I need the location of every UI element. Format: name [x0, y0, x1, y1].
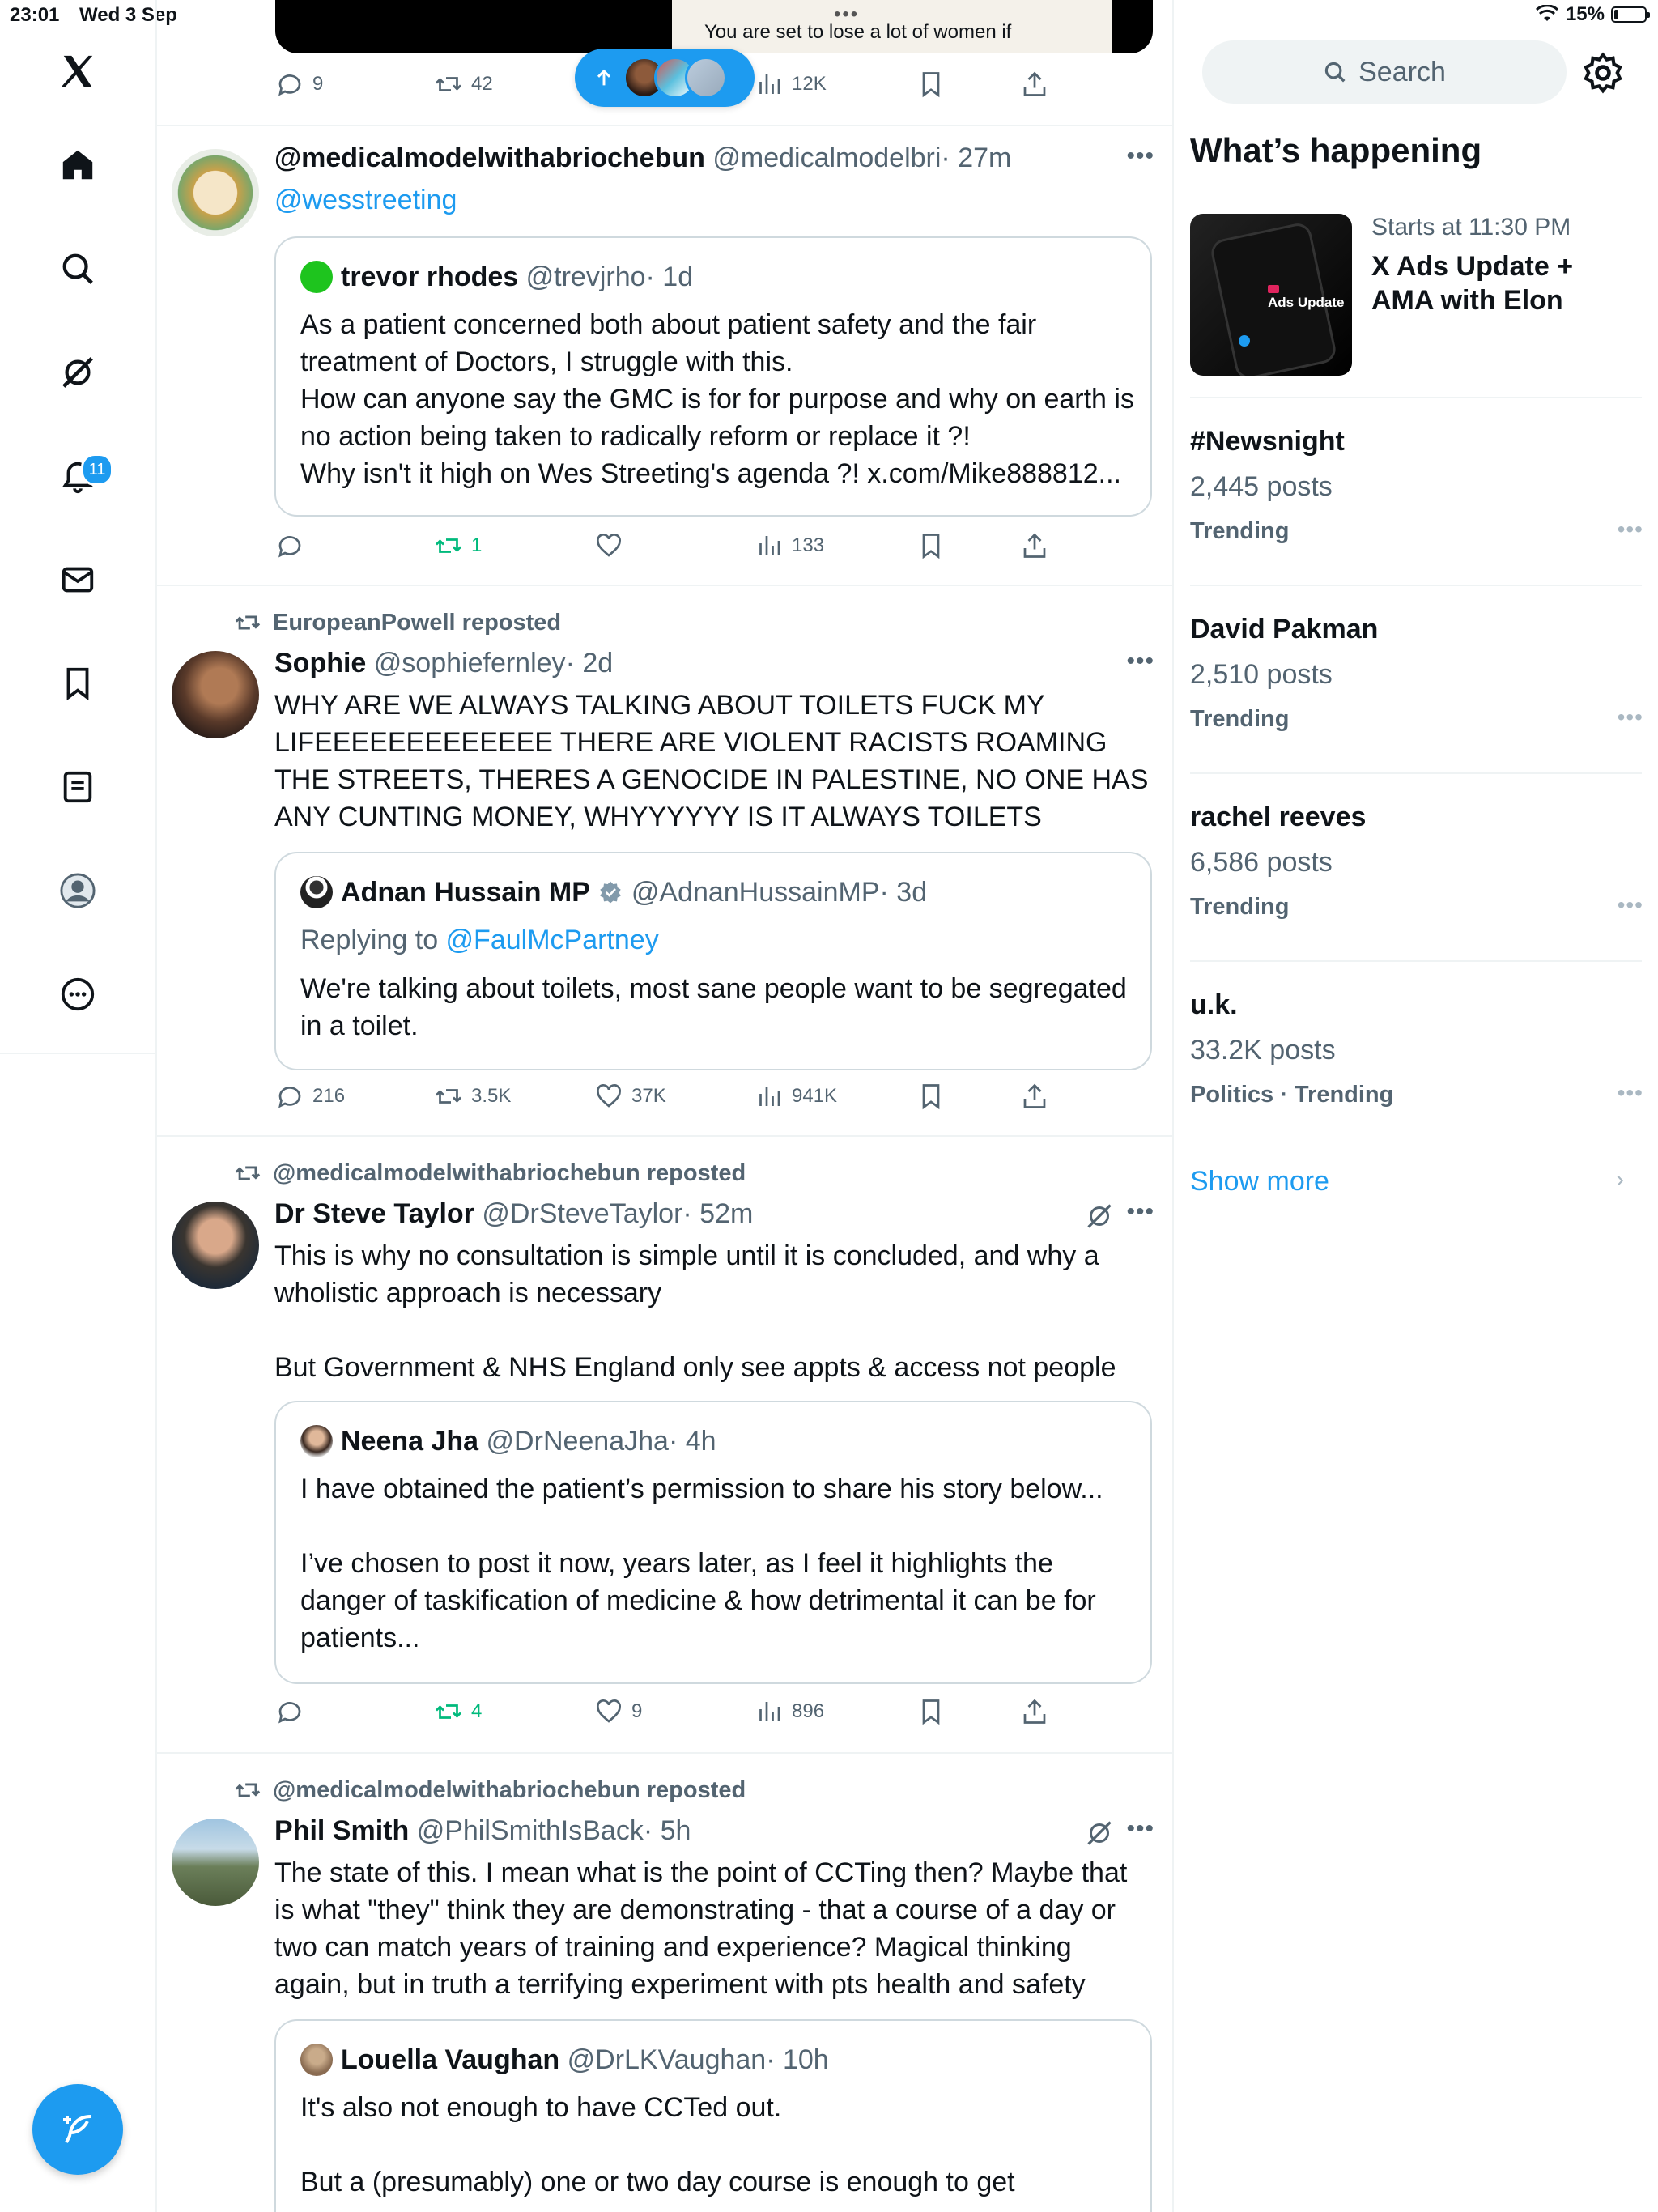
views-count: 133: [792, 534, 825, 556]
views-icon: [755, 531, 784, 560]
repost-button[interactable]: [434, 531, 482, 560]
grok-icon[interactable]: [1085, 1202, 1114, 1231]
heart-icon: [594, 531, 623, 560]
post-text: WHY ARE WE ALWAYS TALKING ABOUT TOILETS FUCK MY LIFEEEEEEEEEEEEE THERE ARE VIOLENT RACISTS ROAMING THE STREETS, THERES A GENOCIDE IN PALESTINE, NO ONE HAS ANY CUNTING MONEY, WHYYYYYY IS IT ALWAYS TOILETS: [274, 690, 1149, 832]
profile-avatar-icon: [59, 872, 96, 909]
chevron-right-icon: ›: [1616, 1166, 1624, 1193]
views-icon: [755, 70, 784, 99]
quoted-post-time: · 3d: [879, 876, 928, 908]
views-button[interactable]: [755, 70, 827, 99]
status-date: Wed 3 Sep: [79, 4, 177, 26]
post-actions: [275, 1697, 1174, 1729]
show-more-link[interactable]: Show more: [1190, 1166, 1329, 1197]
gear-icon[interactable]: [1580, 50, 1626, 96]
reply-icon: [275, 1697, 304, 1726]
post-time[interactable]: · 52m: [682, 1198, 754, 1229]
quoted-post-text: As a patient concerned both about patient safety and the fair treatment of Doctors, I struggle with this. How can anyone say the GMC is for for purpose and why on earth is no action being taken to radically reform or replace it ?! Why isn't it high on Wes Streeting's agenda ?! x.com/Mike888812...: [300, 309, 1134, 489]
search-placeholder: Search: [1358, 56, 1446, 87]
trend-more-button[interactable]: •••: [1617, 704, 1643, 730]
quoted-post-text: It's also not enough to have CCTed out. But a (presumably) one or two day course is enough to get: [300, 2092, 1015, 2197]
nav-explore[interactable]: [52, 243, 104, 295]
heart-icon: [594, 1697, 623, 1726]
quoted-post[interactable]: [274, 236, 1152, 517]
trend-name: David Pakman: [1190, 614, 1379, 644]
more-circle-icon: [59, 976, 96, 1013]
repost-button[interactable]: [434, 1697, 482, 1726]
post[interactable]: [157, 586, 1172, 1135]
timeline: [155, 0, 1174, 2212]
repost-button[interactable]: [434, 70, 493, 99]
trend-more-button[interactable]: •••: [1617, 1080, 1643, 1105]
preview-text: You are set to lose a lot of women if: [704, 21, 1012, 43]
arrow-up-icon: [593, 66, 615, 89]
x-logo[interactable]: [52, 45, 104, 97]
post-text: This is why no consultation is simple until it is concluded, and why a wholistic approach is necessary But Government & NHS England only see appts & access not people: [274, 1240, 1116, 1383]
quoted-author-name: Adnan Hussain MP: [341, 876, 590, 908]
avatar[interactable]: [172, 1202, 259, 1289]
reply-icon: [275, 531, 304, 560]
reply-count: 9: [312, 73, 324, 95]
author-name[interactable]: Sophie: [274, 648, 367, 678]
repost-count: 3.5K: [471, 1085, 512, 1107]
views-count: 941K: [792, 1085, 838, 1107]
repost-count: 1: [471, 534, 483, 556]
quoted-author-name: Louella Vaughan: [341, 2044, 560, 2075]
avatar[interactable]: [172, 149, 259, 236]
repost-label: @medicalmodelwithabriochebun reposted: [234, 1159, 746, 1187]
event-title: X Ads Update + AMA with Elon: [1371, 251, 1574, 316]
post[interactable]: [157, 1754, 1172, 2212]
quoted-author-handle: @DrLKVaughan: [567, 2044, 767, 2075]
x-logo-icon: [59, 53, 96, 90]
repost-count: 42: [471, 73, 493, 95]
repost-icon: [234, 1159, 261, 1187]
search-icon: [59, 250, 96, 287]
like-button[interactable]: [594, 1082, 666, 1111]
post-time[interactable]: · 2d: [565, 648, 614, 678]
home-icon: [59, 147, 96, 184]
bookmark-icon: [916, 70, 946, 99]
more-options-button[interactable]: •••: [1126, 1815, 1154, 1842]
right-sidebar: [1172, 0, 1658, 2212]
bookmark-button[interactable]: [916, 70, 946, 99]
share-button[interactable]: [1020, 1697, 1049, 1726]
quoted-author-name: Neena Jha: [341, 1425, 479, 1457]
bookmark-icon: [59, 665, 96, 702]
share-icon: [1020, 70, 1049, 99]
verified-badge-icon: [597, 879, 623, 905]
repost-icon: [234, 1776, 261, 1804]
share-button[interactable]: [1020, 70, 1049, 99]
trend-item[interactable]: [1190, 614, 1643, 776]
views-icon: [755, 1082, 784, 1111]
nav-home[interactable]: [52, 139, 104, 191]
search-icon: [1323, 60, 1347, 84]
repost-icon: [434, 70, 463, 99]
nav-messages[interactable]: [52, 554, 104, 606]
avatar[interactable]: [172, 1819, 259, 1906]
event-card[interactable]: [1190, 214, 1643, 376]
share-icon: [1020, 1082, 1049, 1111]
author-handle[interactable]: @PhilSmithIsBack: [416, 1815, 644, 1846]
more-options-button[interactable]: •••: [1126, 143, 1154, 169]
grok-icon: [59, 354, 96, 391]
trend-item[interactable]: [1190, 989, 1643, 1151]
mention-link[interactable]: @wesstreeting: [274, 185, 457, 215]
repost-count: 4: [471, 1700, 483, 1722]
views-button[interactable]: [755, 531, 824, 560]
repost-icon: [434, 531, 463, 560]
bookmark-button[interactable]: [916, 1082, 946, 1111]
quoted-author-handle: @DrNeenaJha: [486, 1425, 669, 1457]
search-input[interactable]: [1202, 40, 1567, 104]
reply-count: 216: [312, 1085, 346, 1107]
like-count: 37K: [631, 1085, 666, 1107]
author-handle[interactable]: @DrSteveTaylor: [482, 1198, 683, 1229]
bookmark-button[interactable]: [916, 531, 946, 560]
trend-more-button[interactable]: •••: [1617, 892, 1643, 917]
battery-percent: 15%: [1565, 3, 1605, 25]
nav-lists[interactable]: [52, 761, 104, 813]
trend-posts: 6,586 posts: [1190, 847, 1333, 878]
views-button[interactable]: [755, 1697, 824, 1726]
trend-category: Trending: [1190, 706, 1290, 732]
repost-icon: [434, 1697, 463, 1726]
avatar: [300, 876, 333, 908]
status-time: 23:01: [10, 4, 60, 26]
trend-name: rachel reeves: [1190, 802, 1367, 832]
quoted-post[interactable]: [274, 2019, 1152, 2212]
reply-button[interactable]: [275, 531, 312, 560]
trend-item[interactable]: [1190, 802, 1643, 963]
avatar: [300, 2044, 333, 2076]
quoted-author-name: trevor rhodes: [341, 261, 519, 292]
event-image: [1190, 214, 1352, 376]
bookmark-button[interactable]: [916, 1697, 946, 1726]
bookmark-icon: [916, 1082, 946, 1111]
repost-label: EuropeanPowell reposted: [234, 609, 561, 636]
share-button[interactable]: [1020, 1082, 1049, 1111]
list-icon: [59, 768, 96, 806]
quoted-post[interactable]: [274, 852, 1152, 1070]
repost-icon: [434, 1082, 463, 1111]
share-icon: [1020, 531, 1049, 560]
heart-icon: [594, 1082, 623, 1111]
quoted-post-time: · 4h: [668, 1425, 716, 1457]
nav-bookmarks[interactable]: [52, 657, 104, 709]
trend-category: Politics · Trending: [1190, 1082, 1394, 1108]
repost-button[interactable]: [434, 1082, 511, 1111]
author-name[interactable]: Phil Smith: [274, 1815, 410, 1846]
grok-icon[interactable]: [1085, 1819, 1114, 1848]
avatar: [300, 1425, 333, 1457]
post-text: The state of this. I mean what is the point of CCTing then? Maybe that is what "they" think they are demonstrating - that a course of a day or two can match years of training and experience? Magical thinking again, but in truth a terrifying experiment with pts health and safety: [274, 1857, 1128, 2000]
post-actions: [275, 531, 1174, 564]
views-count: 896: [792, 1700, 825, 1722]
share-icon: [1020, 1697, 1049, 1726]
trend-more-button[interactable]: •••: [1617, 517, 1643, 542]
reply-button[interactable]: [275, 1082, 345, 1111]
preview-dots-icon: •••: [834, 3, 860, 25]
author-name[interactable]: Dr Steve Taylor: [274, 1198, 474, 1229]
post-actions: [275, 1082, 1174, 1114]
quoted-author-handle: @AdnanHussainMP: [631, 876, 880, 908]
more-options-button[interactable]: •••: [1126, 1198, 1154, 1225]
quoted-post-text: We're talking about toilets, most sane people want to be segregated in a toilet.: [300, 973, 1127, 1041]
media-preview[interactable]: [275, 0, 1153, 53]
nav-notifications[interactable]: [52, 450, 104, 502]
nav-more[interactable]: [52, 968, 104, 1020]
author-name[interactable]: @medicalmodelwithabriochebun: [274, 143, 705, 173]
reply-button[interactable]: [275, 1697, 312, 1726]
post-time[interactable]: · 27m: [941, 143, 1012, 173]
quoted-post[interactable]: [274, 1401, 1152, 1684]
mail-icon: [59, 561, 96, 598]
quoted-post-time: · 10h: [766, 2044, 829, 2075]
author-handle[interactable]: @sophiefernley: [373, 648, 566, 678]
post[interactable]: [157, 1137, 1172, 1752]
avatar[interactable]: [172, 651, 259, 738]
repost-icon: [234, 609, 261, 636]
like-button[interactable]: [594, 1697, 642, 1726]
trend-category: Trending: [1190, 518, 1290, 544]
more-options-button[interactable]: •••: [1126, 648, 1154, 674]
bookmark-icon: [916, 531, 946, 560]
trend-posts: 33.2K posts: [1190, 1035, 1336, 1066]
like-button[interactable]: [594, 531, 631, 560]
compose-post-button[interactable]: [32, 2084, 123, 2175]
author-handle[interactable]: @medicalmodelbri: [712, 143, 942, 173]
nav-grok[interactable]: [52, 347, 104, 398]
views-button[interactable]: [755, 1082, 837, 1111]
trend-name: u.k.: [1190, 989, 1238, 1020]
nav-profile[interactable]: [52, 865, 104, 917]
notifications-badge: 11: [81, 453, 113, 486]
replying-to: Replying to @FaulMcPartney: [300, 925, 659, 955]
quoted-author-handle: @trevjrho: [525, 261, 646, 292]
views-icon: [755, 1697, 784, 1726]
trend-category: Trending: [1190, 894, 1290, 920]
event-meta: Starts at 11:30 PM: [1371, 214, 1571, 240]
post[interactable]: [157, 126, 1172, 585]
share-button[interactable]: [1020, 531, 1049, 560]
trend-posts: 2,510 posts: [1190, 659, 1333, 690]
reply-icon: [275, 70, 304, 99]
left-navigation: [0, 0, 155, 1054]
quoted-post-time: · 1d: [645, 261, 694, 292]
bookmark-icon: [916, 1697, 946, 1726]
trend-name: #Newsnight: [1190, 426, 1345, 457]
views-count: 12K: [792, 73, 827, 95]
trend-item[interactable]: [1190, 426, 1643, 588]
trend-posts: 2,445 posts: [1190, 471, 1333, 502]
reply-icon: [275, 1082, 304, 1111]
repost-label: @medicalmodelwithabriochebun reposted: [234, 1776, 746, 1804]
post-time[interactable]: · 5h: [643, 1815, 691, 1846]
new-posts-pill[interactable]: [575, 49, 755, 107]
quoted-post-text: I have obtained the patient’s permission to share his story below... I’ve chosen to post it now, years later, as I feel it highlights the danger of taskification of medicine & how detrimental it can be for patients...: [300, 1474, 1103, 1653]
reply-button[interactable]: [275, 70, 323, 99]
like-count: 9: [631, 1700, 643, 1722]
compose-feather-icon: [58, 2110, 97, 2149]
avatar: [300, 261, 333, 293]
whats-happening-title: What’s happening: [1190, 131, 1482, 169]
event-image-label: Ads Update: [1268, 295, 1345, 310]
avatar: [685, 57, 727, 99]
